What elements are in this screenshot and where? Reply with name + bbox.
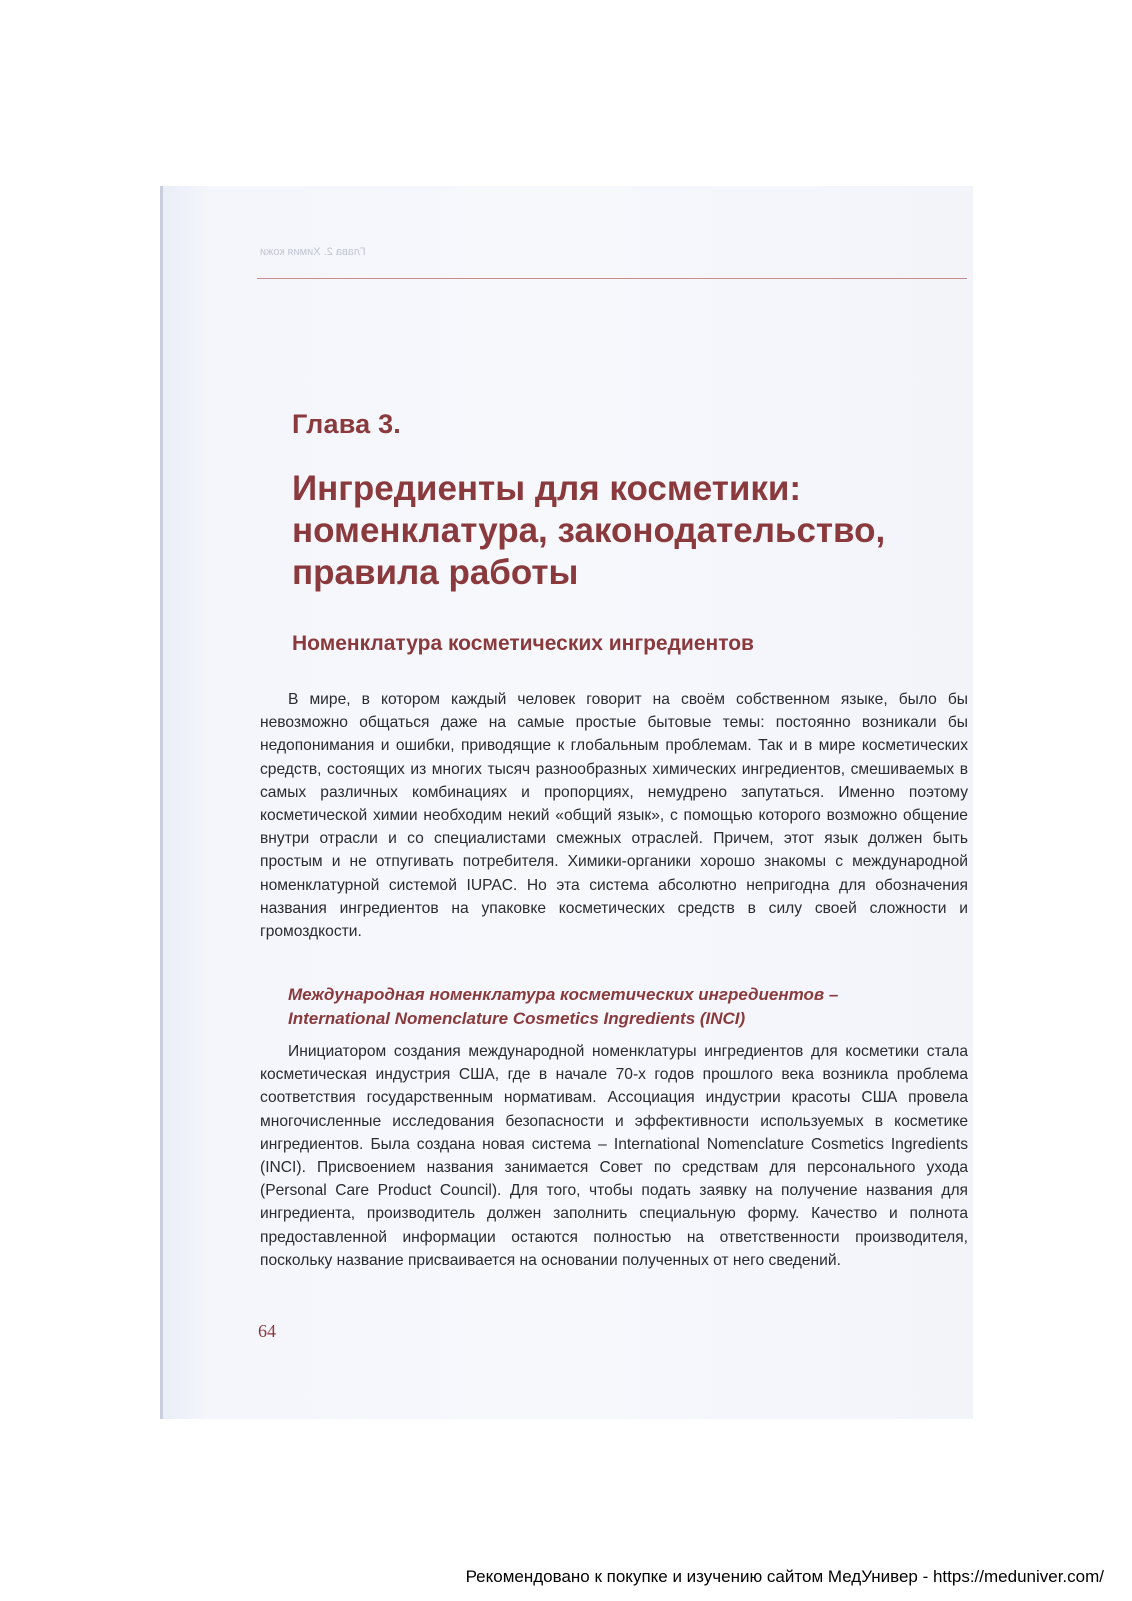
section-heading: Номенклатура косметических ингредиентов [292, 632, 754, 655]
body-paragraph: Инициатором создания международной номенклатуры ингредиентов для косметики стала косметическая индустрия США, где в начале 70-х годов прошлого века возникла проблема соответствия государственным нормативам. Ассоциация индустрии красоты США провела многочисленные исследования безопасности и эффективности используемых в косметике ингредиентов. Была создана новая система – International Nomenclature Cosmetics Ingredients (INCI). Присвоением названия занимается Совет по средствам для персонального ухода (Personal Care Product Council). Для того, чтобы подать заявку на получение названия для ингредиента, производитель должен заполнить специальную форму. Качество и полнота предоставленной информации остаются полностью на ответственности производителя, поскольку название присваивается на основании полученных от него сведений. [260, 1043, 968, 1269]
chapter-title-line: номенклатура, законодательство, [292, 511, 886, 550]
chapter-label: Глава 3. [292, 409, 402, 439]
header-rule [257, 278, 967, 279]
body-paragraph: В мире, в котором каждый человек говорит на своём собственном языке, было бы невозможно общаться даже на самые простые бытовые темы: постоянно возникали бы недопонимания и ошибки, приводящие к глобальным проблемам. Так и в мире косметических средств, состоящих из многих тысяч разнообразных химических ингредиентов, смешиваемых в самых различных комбинациях и пропорциях, немудрено запутаться. Именно поэтому косметической химии необходим некий «общий язык», с помощью которого возможно общение внутри отрасли и со специалистами смежных отраслей. Причем, этот язык должен быть простым и не отпугивать потребителя. Химики-органики хорошо знакомы с международной номенклатурной системой IUPAC. Но эта система абсолютно непригодна для обозначения названия ингредиентов на упаковке косметических средств в силу своей сложности и громоздкости. [260, 691, 968, 941]
subsection-heading-line: Международная номенклатура косметических ингредиентов – [288, 985, 839, 1004]
chapter-title-line: Ингредиенты для косметики: [292, 469, 802, 508]
subsection-heading-line: International Nomenclature Cosmetics Ingredients (INCI) [288, 1009, 746, 1028]
page-number: 64 [258, 1321, 276, 1341]
chapter-title [292, 468, 932, 594]
running-head-bleed-through: Глава 2. Химия кожи [260, 246, 366, 258]
scanned-book-page [160, 186, 973, 1419]
subsection-heading [288, 983, 838, 1031]
chapter-title-line: правила работы [292, 553, 579, 592]
recommendation-footer: Рекомендовано к покупке и изучению сайтом МедУнивер - https://meduniver.com/ [465, 1567, 1104, 1586]
